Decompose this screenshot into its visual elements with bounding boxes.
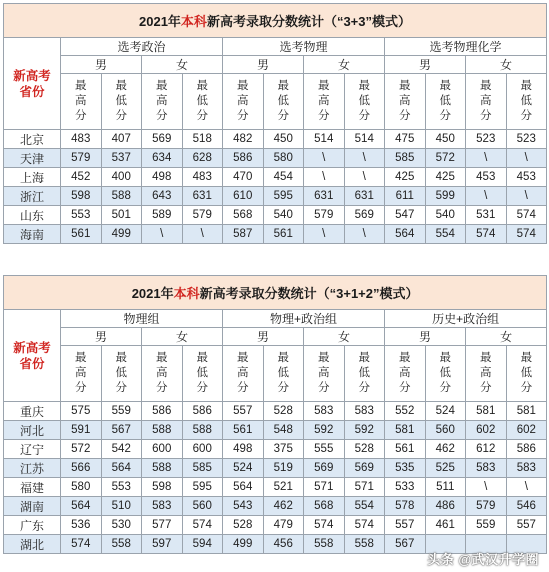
score-cell: 425 [385,168,426,187]
table-row [4,187,547,206]
province-cell: 广东 [4,516,61,535]
table-row [4,130,547,149]
metric-header: 最低分 [506,74,547,130]
group-header: 物理+政治组 [223,310,385,328]
score-cell: 531 [466,206,507,225]
metric-header: 最低分 [101,74,142,130]
score-cell: 530 [101,516,142,535]
score-cell: \ [506,187,547,206]
score-cell: 533 [385,478,426,497]
score-cell: 475 [385,130,426,149]
score-cell: 587 [223,225,264,244]
score-cell: 571 [344,478,385,497]
score-cell: 453 [466,168,507,187]
title-suffix: 新高考录取分数统计（“3+1+2”模式） [199,286,419,301]
score-cell: 479 [263,516,304,535]
score-cell: 564 [61,497,102,516]
score-cell: 574 [182,516,223,535]
score-cell: 535 [385,459,426,478]
score-cell: 519 [263,459,304,478]
score-cell: 425 [425,168,466,187]
metric-header: 最高分 [61,74,102,130]
score-cell: 579 [61,149,102,168]
metric-header: 最低分 [101,346,142,402]
gender-header: 男 [223,328,304,346]
score-cell: 580 [61,478,102,497]
score-cell: 462 [263,497,304,516]
metric-header: 最低分 [506,346,547,402]
gender-header: 男 [223,56,304,74]
score-cell: 579 [466,497,507,516]
table-title [4,4,547,38]
province-header: 新高考省份 [4,310,61,402]
province-cell: 天津 [4,149,61,168]
score-cell: 628 [182,149,223,168]
province-cell: 福建 [4,478,61,497]
group-header: 选考物理 [223,38,385,56]
score-cell: 501 [101,206,142,225]
table-row [4,402,547,421]
score-cell: 586 [223,149,264,168]
score-cell: 486 [425,497,466,516]
score-cell: 567 [385,535,426,554]
score-cell: 574 [506,225,547,244]
watermark: 头条 @武汉升学圈 [427,552,539,567]
score-cell: 561 [61,225,102,244]
score-cell: 583 [142,497,183,516]
metric-header: 最高分 [304,74,345,130]
score-cell: 586 [182,402,223,421]
gender-header: 女 [142,328,223,346]
table-row [4,168,547,187]
score-cell: 543 [223,497,264,516]
score-cell: 586 [506,440,547,459]
score-cell: 583 [506,459,547,478]
score-cell: 574 [304,516,345,535]
score-cell: 560 [182,497,223,516]
score-cell: 557 [385,516,426,535]
score-cell: 407 [101,130,142,149]
group-header: 选考政治 [61,38,223,56]
score-cell: 569 [344,459,385,478]
gender-header: 女 [304,328,385,346]
score-cell: 558 [101,535,142,554]
score-cell: 579 [304,206,345,225]
score-cell: 557 [223,402,264,421]
score-cell: 566 [61,459,102,478]
metric-header: 最高分 [61,346,102,402]
gender-header: 男 [61,328,142,346]
score-cell: 558 [344,535,385,554]
group-header: 历史+政治组 [385,310,547,328]
province-cell: 浙江 [4,187,61,206]
metric-header: 最高分 [142,346,183,402]
score-cell: 554 [425,225,466,244]
metric-header: 最高分 [223,74,264,130]
score-cell: \ [344,168,385,187]
score-cell: 634 [142,149,183,168]
score-cell: 499 [101,225,142,244]
score-cell: 569 [142,130,183,149]
group-header: 物理组 [61,310,223,328]
gender-header: 男 [385,328,466,346]
score-cell: 564 [385,225,426,244]
score-cell: 572 [425,149,466,168]
metric-header: 最高分 [223,346,264,402]
score-cell: 498 [223,440,264,459]
score-cell: 568 [223,206,264,225]
score-cell: \ [466,478,507,497]
score-cell: 611 [385,187,426,206]
score-cell: 577 [142,516,183,535]
score-cell: 578 [385,497,426,516]
metric-header: 最低分 [344,346,385,402]
province-cell: 河北 [4,421,61,440]
table-title [4,276,547,310]
title-highlight: 本科 [180,14,207,29]
score-cell: 574 [466,225,507,244]
score-cell: \ [466,149,507,168]
score-cell: 575 [61,402,102,421]
score-cell: 586 [142,402,183,421]
metric-header: 最高分 [385,346,426,402]
title-prefix: 2021年 [139,14,181,29]
metric-header: 最低分 [344,74,385,130]
score-cell: 631 [182,187,223,206]
metric-header: 最低分 [263,346,304,402]
score-cell: 599 [425,187,466,206]
score-cell: \ [142,225,183,244]
score-cell: 583 [466,459,507,478]
score-cell: 631 [304,187,345,206]
score-cell: 542 [101,440,142,459]
score-cell: \ [304,225,345,244]
score-cell: 450 [425,130,466,149]
score-cell: 598 [142,478,183,497]
gender-header: 男 [385,56,466,74]
gender-header: 女 [466,328,547,346]
metric-header: 最低分 [425,346,466,402]
score-cell: 557 [506,516,547,535]
province-cell: 海南 [4,225,61,244]
score-cell: 514 [344,130,385,149]
score-cell: 592 [304,421,345,440]
table-row [4,478,547,497]
score-cell: 454 [263,168,304,187]
score-cell: 610 [223,187,264,206]
gender-header: 女 [142,56,223,74]
score-cell: 574 [506,206,547,225]
score-cell: 518 [182,130,223,149]
province-cell: 重庆 [4,402,61,421]
metric-header: 最低分 [182,346,223,402]
metric-header: 最高分 [466,346,507,402]
province-cell: 辽宁 [4,440,61,459]
score-cell: 585 [385,149,426,168]
gender-header: 女 [304,56,385,74]
score-cell: 560 [425,421,466,440]
metric-header: 最高分 [142,74,183,130]
score-cell: 598 [61,187,102,206]
score-cell: 511 [425,478,466,497]
score-cell: 555 [304,440,345,459]
score-cell: \ [506,149,547,168]
group-header: 选考物理化学 [385,38,547,56]
score-cell: 375 [263,440,304,459]
score-cell: 540 [425,206,466,225]
metric-header: 最低分 [182,74,223,130]
score-cell: \ [344,149,385,168]
score-cell: 571 [304,478,345,497]
province-cell: 上海 [4,168,61,187]
score-cell: 597 [142,535,183,554]
score-cell: \ [304,168,345,187]
score-cell: 588 [101,187,142,206]
table-row [4,440,547,459]
score-cell: 452 [61,168,102,187]
score-cell: 462 [425,440,466,459]
score-cell: 540 [263,206,304,225]
score-cell: 631 [344,187,385,206]
metric-header: 最高分 [466,74,507,130]
score-cell: 595 [182,478,223,497]
score-cell: 569 [304,459,345,478]
score-cell: 482 [223,130,264,149]
province-cell: 江苏 [4,459,61,478]
score-cell: 588 [142,459,183,478]
score-cell: 546 [506,497,547,516]
score-cell: 483 [61,130,102,149]
score-cell: 589 [142,206,183,225]
table-row [4,497,547,516]
score-cell: 553 [101,478,142,497]
score-cell: 521 [263,478,304,497]
score-cell: 561 [385,440,426,459]
score-cell: 456 [263,535,304,554]
score-cell: 581 [506,402,547,421]
score-cell: \ [304,149,345,168]
score-cell: 591 [61,421,102,440]
province-cell: 山东 [4,206,61,225]
score-cell: 561 [263,225,304,244]
score-cell: 514 [304,130,345,149]
score-cell: \ [466,187,507,206]
score-cell: 581 [385,421,426,440]
metric-header: 最高分 [304,346,345,402]
score-cell: \ [344,225,385,244]
title-prefix: 2021年 [131,286,174,301]
score-cell: 470 [223,168,264,187]
score-cell: 552 [385,402,426,421]
score-cell: 600 [142,440,183,459]
table-row [4,421,547,440]
province-cell: 北京 [4,130,61,149]
score-cell: 602 [466,421,507,440]
score-cell: 528 [263,402,304,421]
score-cell: 595 [263,187,304,206]
score-cell: 483 [182,168,223,187]
score-cell: \ [182,225,223,244]
score-cell: 450 [263,130,304,149]
score-table-3-1-2 [3,275,547,554]
score-cell: 536 [61,516,102,535]
score-table-3-3 [3,3,547,244]
score-cell: 583 [304,402,345,421]
score-cell: 580 [263,149,304,168]
score-cell: 581 [466,402,507,421]
score-cell: \ [506,478,547,497]
gender-header: 男 [61,56,142,74]
score-cell: 602 [506,421,547,440]
score-cell: 528 [344,440,385,459]
score-cell: 461 [425,516,466,535]
score-cell: 559 [101,402,142,421]
province-cell: 湖北 [4,535,61,554]
score-cell: 510 [101,497,142,516]
score-cell: 523 [466,130,507,149]
score-cell: 558 [304,535,345,554]
score-cell: 567 [101,421,142,440]
score-cell: 569 [344,206,385,225]
score-cell: 612 [466,440,507,459]
score-cell: 592 [344,421,385,440]
score-cell: 524 [425,402,466,421]
title-suffix: 新高考录取分数统计（“3+3”模式） [206,14,411,29]
table-row [4,225,547,244]
score-cell: 588 [142,421,183,440]
province-header: 新高考省份 [4,38,61,130]
score-cell: 564 [101,459,142,478]
score-cell: 523 [506,130,547,149]
score-cell: 579 [182,206,223,225]
score-cell: 537 [101,149,142,168]
metric-header: 最高分 [385,74,426,130]
table-row [4,206,547,225]
score-cell: 548 [263,421,304,440]
score-cell: 574 [61,535,102,554]
score-cell: 574 [344,516,385,535]
score-cell: 561 [223,421,264,440]
score-cell: 524 [223,459,264,478]
metric-header: 最低分 [263,74,304,130]
score-cell: 588 [182,421,223,440]
score-cell: 585 [182,459,223,478]
score-cell: 594 [182,535,223,554]
gender-header: 女 [466,56,547,74]
title-highlight: 本科 [173,286,200,301]
score-cell: 583 [344,402,385,421]
score-cell: 525 [425,459,466,478]
table-row [4,459,547,478]
score-cell: 559 [466,516,507,535]
score-cell: 572 [61,440,102,459]
metric-header: 最低分 [425,74,466,130]
table-row [4,516,547,535]
table-row [4,149,547,168]
score-cell: 498 [142,168,183,187]
score-cell: 643 [142,187,183,206]
score-cell: 499 [223,535,264,554]
province-cell: 湖南 [4,497,61,516]
score-cell: 568 [304,497,345,516]
score-cell: 453 [506,168,547,187]
score-cell: 554 [344,497,385,516]
score-cell: 564 [223,478,264,497]
score-cell: 528 [223,516,264,535]
score-cell: 553 [61,206,102,225]
score-cell: 600 [182,440,223,459]
score-cell: 400 [101,168,142,187]
score-cell: 547 [385,206,426,225]
